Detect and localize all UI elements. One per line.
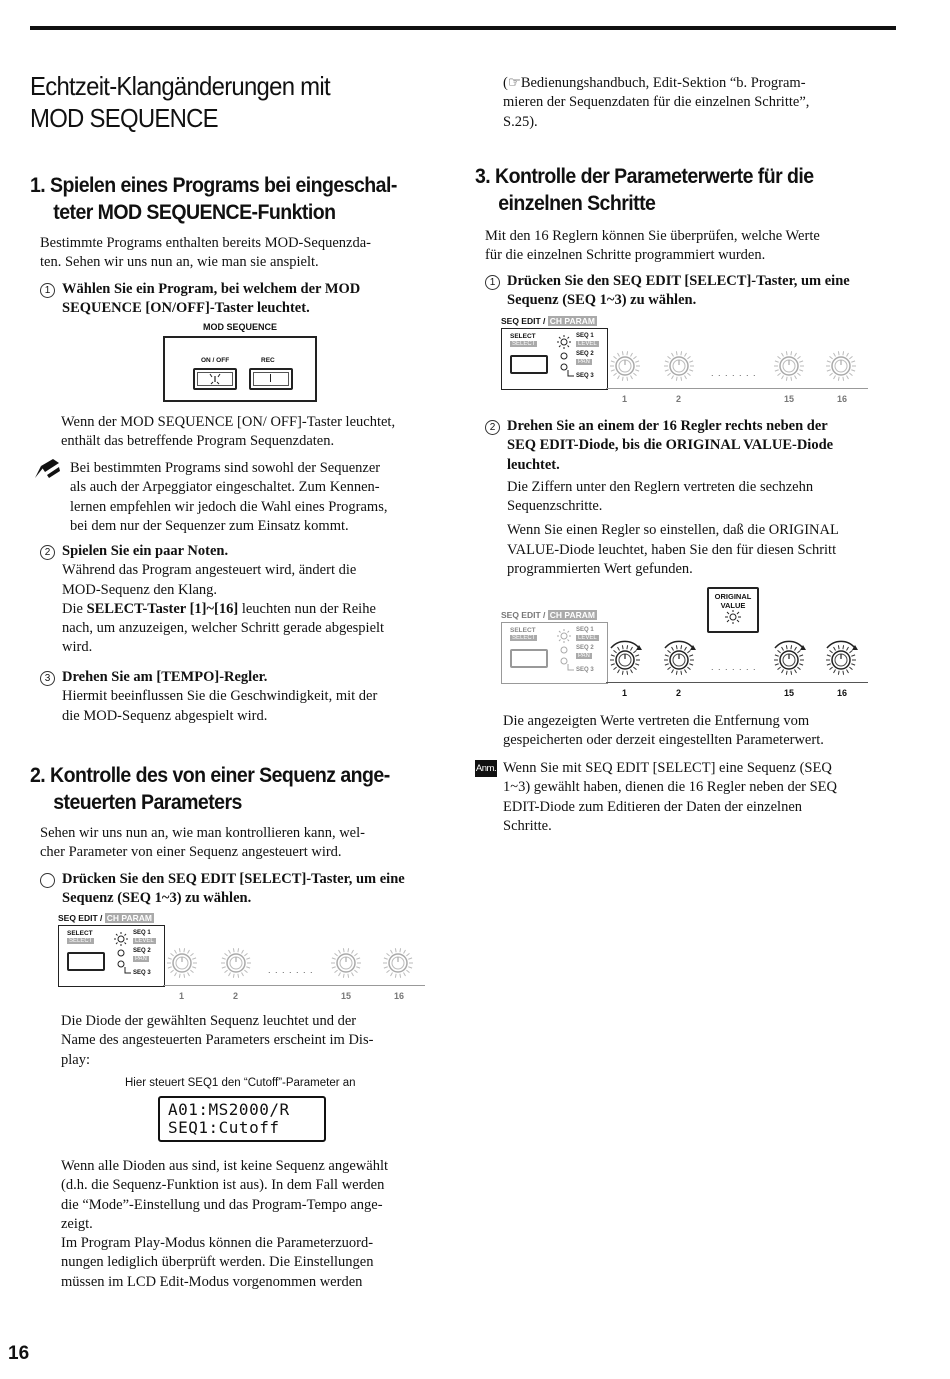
mod-sequence-panel-title: MOD SEQUENCE (202, 322, 277, 332)
step-knob[interactable] (664, 641, 696, 674)
original-value-label-1: ORIGINAL (714, 592, 752, 601)
select-label: SELECT (510, 333, 536, 340)
seq1-label: SEQ 1 (576, 333, 594, 339)
section-2-step: Drücken Sie den SEQ EDIT [SELECT]-Taster, um eine Sequenz (SEQ 1~3) zu wählen. (40, 870, 405, 909)
lcd-caption: Hier steuert SEQ1 den “Cutoff”-Parameter an (125, 1077, 356, 1089)
seq1-label: SEQ 1 (133, 930, 151, 936)
step-knob[interactable] (610, 641, 642, 674)
section-3-step-2: 2 Drehen Sie an einem der 16 Regler rechts neben der SEQ EDIT-Diode, bis die ORIGINAL VALUE-Diode leuchtet. Die Ziffern unter den Reglern vertreten die sechzehn Sequenzschritte. Wenn Sie einen Regler so einstellen, daß die ORIGINAL VALUE-Diode leuchtet, haben Sie den für diesen Schritt programmierten Wert gefunden. (485, 417, 839, 579)
step-knob[interactable] (331, 948, 361, 978)
page-title: Echtzeit-Klangänderungen mit MOD SEQUENCE (30, 71, 330, 133)
step-bullet (40, 873, 55, 888)
rec-button[interactable] (249, 368, 293, 390)
step-number: 1 (40, 283, 55, 298)
step-number-1: 1 (179, 991, 185, 1001)
step-knob[interactable] (610, 351, 640, 381)
select-label: SELECT (510, 627, 536, 634)
seq2-label: SEQ 2 (133, 948, 151, 954)
seq-edit-label: SEQ EDIT / (501, 316, 546, 326)
ch-param-label: CH PARAM (106, 913, 152, 923)
step-number: 2 (40, 545, 55, 560)
seq1-label: SEQ 1 (576, 627, 594, 633)
knob-ellipsis: . . . . . . . (268, 965, 314, 975)
step-number-2: 2 (676, 394, 682, 404)
select-label: SELECT (67, 930, 93, 937)
step-number-16: 16 (837, 394, 848, 404)
step-knob[interactable] (774, 641, 806, 674)
section-3-after: Die angezeigten Werte vertreten die Entfernung vom gespeicherten oder derzeit eingestellten Parameterwert. (503, 713, 824, 749)
knob-row (501, 316, 871, 388)
step-number-15: 15 (341, 991, 352, 1001)
section-2-ending: Wenn alle Dioden aus sind, ist keine Sequenz angewählt (d.h. die Sequenz-Funktion ist aus). In dem Fall werden die “Mode”-Einstellung und das Program-Tempo ange- zeigt. Im Program Play-Modus können die Parameterzuord- nungen lediglich überprüft werden. Die Einstellungen müssen im LCD Edit-Modus vorgenommen werden (61, 1158, 389, 1290)
step-2-explanation-2: Wenn Sie einen Regler so einstellen, daß die ORIGINAL VALUE-Diode leuchtet, haben Sie den für diesen Schritt programmierten Wert gefunden. (507, 522, 839, 578)
section-1-note: Bei bestimmten Programs sind sowohl der Sequenzer als auch der Arpeggiator eingeschaltet. Zum Kennen- lernen empfehlen wir jedoch die Wahl eines Programs, bei dem nur der Sequenzer zum Einsatz kommt. (70, 460, 388, 534)
ch-param-label: CH PARAM (549, 610, 595, 620)
level-label: LEVEL (578, 635, 597, 641)
section-1-step-1: 1 Wählen Sie ein Program, bei welchem der MOD SEQUENCE [ON/OFF]-Taster leuchtet. (40, 280, 360, 319)
mod-sequence-panel (163, 322, 317, 402)
step-knob[interactable] (664, 351, 694, 381)
step-number: 1 (485, 275, 500, 290)
step-knob[interactable] (826, 641, 858, 674)
reference-text: (☞Bedienungshandbuch, Edit-Sektion “b. Program- mieren der Sequenzdaten für die einzelnen Schritte”, S.25). (503, 75, 810, 130)
seq-edit-panel-2 (501, 316, 871, 411)
step-knob[interactable] (383, 948, 413, 978)
seq2-label: SEQ 2 (576, 645, 594, 651)
section-1-intro: Bestimmte Programs enthalten bereits MOD-Sequenzda- ten. Sehen wir uns nun an, wie man sie anspielt. (40, 235, 372, 271)
original-value-label-2: VALUE (720, 601, 746, 610)
page-number: 16 (8, 1343, 30, 1364)
step-knob[interactable] (826, 351, 856, 381)
seq2-label: SEQ 2 (576, 351, 594, 357)
seq3-label: SEQ 3 (576, 667, 594, 673)
level-label: LEVEL (135, 938, 154, 944)
lcd-display (158, 1096, 326, 1142)
step-number-2: 2 (676, 688, 682, 698)
section-3-heading: 3. Kontrolle der Parameterwerte für die einzelnen Schritte (475, 165, 814, 215)
step-knob[interactable] (167, 948, 197, 978)
lcd-line-2: SEQ1:Cutoff (168, 1118, 280, 1137)
on-off-button[interactable] (193, 368, 237, 390)
lcd-line-1: A01:MS2000/R (168, 1100, 290, 1119)
anm-note-badge: Anm. (475, 760, 497, 777)
step-number-16: 16 (394, 991, 405, 1001)
section-2-heading: 2. Kontrolle des von einer Sequenz ange- steuerten Parameters (30, 764, 390, 814)
knob-row (501, 610, 871, 682)
step-number-1: 1 (622, 688, 628, 698)
select-sub-label: SELECT (512, 341, 536, 347)
section-1-heading: 1. Spielen eines Programs bei eingeschal- teter MOD SEQUENCE-Funktion (30, 174, 397, 224)
section-3-intro: Mit den 16 Reglern können Sie überprüfen, welche Werte für die einzelnen Schritte programmiert wurden. (485, 228, 820, 264)
section-2-after-step: Die Diode der gewählten Sequenz leuchtet und der Name des angesteuerten Parameters erscheint im Dis- play: (61, 1013, 374, 1068)
select-sub-label: SELECT (69, 938, 93, 944)
section-1-step-2: 2 Spielen Sie ein paar Noten. Während das Program angesteuert wird, ändert die MOD-Sequenz den Klang. Die SELECT-Taster [1]~[16] leuchten nun der Reihe nach, um anzuzeigen, welcher Schritt gerade abgespielt wird. (40, 542, 384, 658)
knob-ellipsis: . . . . . . . (711, 368, 757, 378)
seq-edit-panel-3 (501, 610, 871, 705)
top-rule (30, 26, 896, 30)
seq3-label: SEQ 3 (133, 970, 151, 976)
section-3-anm-note: Wenn Sie mit SEQ EDIT [SELECT] eine Sequenz (SEQ 1~3) gewählt haben, dienen die 16 Regler neben der SEQ EDIT-Diode zum Editieren der Daten der einzelnen Schritte. (503, 760, 837, 834)
seq-edit-label: SEQ EDIT / (58, 913, 103, 923)
seq-edit-panel-1 (58, 913, 428, 1008)
section-1-after-step-1: Wenn der MOD SEQUENCE [ON/ OFF]-Taster leuchtet, enthält das betreffende Program Sequenzdaten. (61, 414, 396, 450)
pan-label: PAN (578, 653, 590, 659)
knob-row (58, 913, 428, 985)
step-2-explanation-1: Die Ziffern unter den Reglern vertreten die sechzehn Sequenzschritte. (507, 478, 814, 515)
seq-edit-label: SEQ EDIT / (501, 610, 546, 620)
pan-label: PAN (578, 359, 590, 365)
step-number-1: 1 (622, 394, 628, 404)
step-number-16: 16 (837, 688, 848, 698)
pan-label: PAN (135, 956, 147, 962)
level-label: LEVEL (578, 341, 597, 347)
ch-param-label: CH PARAM (549, 316, 595, 326)
step-number-15: 15 (784, 688, 795, 698)
knob-ellipsis: . . . . . . . (711, 662, 757, 672)
step-knob[interactable] (774, 351, 804, 381)
step-number: 2 (485, 420, 500, 435)
section-1-step-3: 3 Drehen Sie am [TEMPO]-Regler. Hiermit beeinflussen Sie die Geschwindigkeit, mit der die MOD-Sequenz abgespielt wird. (40, 668, 377, 726)
step-number-2: 2 (233, 991, 239, 1001)
step-number: 3 (40, 671, 55, 686)
step-knob[interactable] (221, 948, 251, 978)
select-sub-label: SELECT (512, 635, 536, 641)
section-2-intro: Sehen wir uns nun an, wie man kontrollieren kann, wel- cher Parameter von einer Sequenz angesteuert wird. (40, 825, 365, 861)
step-number-15: 15 (784, 394, 795, 404)
seq3-label: SEQ 3 (576, 373, 594, 379)
lit-led-icon (195, 370, 235, 388)
note-pencil-icon (33, 458, 61, 480)
rec-label: REC (261, 357, 275, 364)
section-3-step-1: 1 Drücken Sie den SEQ EDIT [SELECT]-Taster, um eine Sequenz (SEQ 1~3) zu wählen. (485, 272, 850, 311)
on-off-label: ON / OFF (201, 357, 230, 364)
